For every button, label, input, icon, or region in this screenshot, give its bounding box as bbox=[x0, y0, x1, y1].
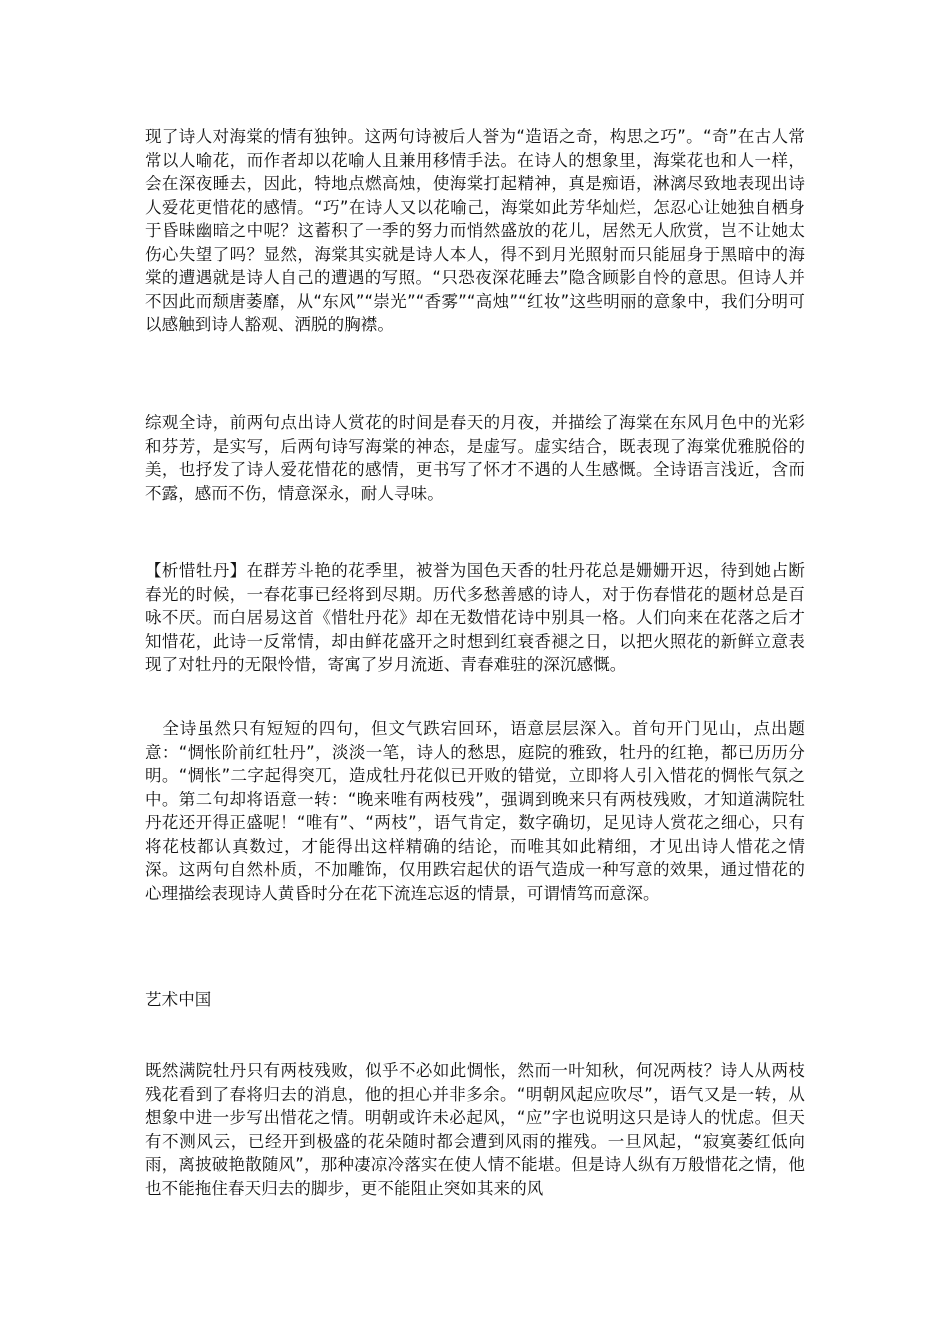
paragraph-haitang-analysis: 现了诗人对海棠的情有独钟。这两句诗被后人誉为“造语之奇，构思之巧”。“奇”在古人常常以人喻花，而作者却以花喻人且兼用移情手法。在诗人的想象里，海棠花也和人一样，会在深夜睡去，因此，特地点燃高烛，使海棠打起精神，真是痴语，淋漓尽致地表现出诗人爱花更惜花的感情。“巧”在诗人又以花喻己，海棠如此芳华灿烂，怎忍心让她独自栖身于昏昧幽暗之中呢？这蓄积了一季的努力而悄然盛放的花儿，居然无人欣赏，岂不让她太伤心失望了吗？显然，海棠其实就是诗人本人，得不到月光照射而只能屈身于黑暗中的海棠的遭遇就是诗人自己的遭遇的写照。“只恐夜深花睡去”隐含顾影自怜的意思。但诗人并不因此而颓唐萎靡，从“东风”“崇光”“香雾”“高烛”“红妆”这些明丽的意象中，我们分明可以感触到诗人豁观、洒脱的胸襟。 bbox=[145, 127, 805, 334]
paragraph-summary: 综观全诗，前两句点出诗人赏花的时间是春天的月夜，并描绘了海棠在东风月色中的光彩和芬芳，是实写，后两句诗写海棠的神态，是虚写。虚实结合，既表现了海棠优雅脱俗的美，也抒发了诗人爱花惜花的感情，更书写了怀才不遇的人生感慨。全诗语言浅近，含而不露，感而不伤，情意深永，耐人寻味。 bbox=[145, 413, 805, 503]
paragraph-peony-continued: 既然满院牡丹只有两枝残败，似乎不必如此惆怅，然而一叶知秋，何况两枝？诗人从两枝残花看到了春将归去的消息，他的担心并非多余。“明朝风起应吹尽”，语气又是一转，从想象中进一步写出惜花之情。明朝或许未必起风，“应”字也说明这只是诗人的忧虑。但天有不测风云，已经开到极盛的花朵随时都会遭到风雨的摧残。一旦风起，“寂寞萎红低向雨，离披破艳散随风”，那种凄凉冷落实在使人情不能堪。但是诗人纵有万般惜花之情，他也不能拖住春天归去的脚步，更不能阻止突如其来的风 bbox=[145, 1061, 805, 1198]
section-label: 艺术中国 bbox=[145, 990, 212, 1009]
paragraph-peony-analysis: 全诗虽然只有短短的四句，但文气跌宕回环，语意层层深入。首句开门见山，点出题意：“惆怅阶前红牡丹”，淡淡一笔，诗人的愁思，庭院的雅致，牡丹的红艳，都已历历分明。“惆怅”二字起得突兀，造成牡丹花似已开败的错觉，立即将人引入惜花的惆怅气氛之中。第二句却将语意一转：“晚来唯有两枝残”，强调到晚来只有两枝残败，才知道满院牡丹花还开得正盛呢！“唯有”、“两枝”，语气肯定，数字确切，足见诗人赏花之细心，只有将花枝都认真数过，才能得出这样精确的结论，而唯其如此精细，才见出诗人惜花之情深。这两句自然朴质，不加雕饰，仅用跌宕起伏的语气造成一种写意的效果，通过惜花的心理描绘表现诗人黄昏时分在花下流连忘返的情景，可谓情笃而意深。 bbox=[145, 719, 805, 903]
paragraph-peony-intro: 【析惜牡丹】在群芳斗艳的花季里，被誉为国色天香的牡丹花总是姗姗开迟，待到她占断春光的时候，一春花事已经将到尽期。历代多愁善感的诗人，对于伤春惜花的题材总是百咏不厌。而白居易这首《惜牡丹花》却在无数惜花诗中别具一格。人们向来在花落之后才知惜花，此诗一反常情，却由鲜花盛开之时想到红衰香褪之日，以把火照花的新鲜立意表现了对牡丹的无限怜惜，寄寓了岁月流逝、青春难驻的深沉感慨。 bbox=[145, 561, 805, 674]
